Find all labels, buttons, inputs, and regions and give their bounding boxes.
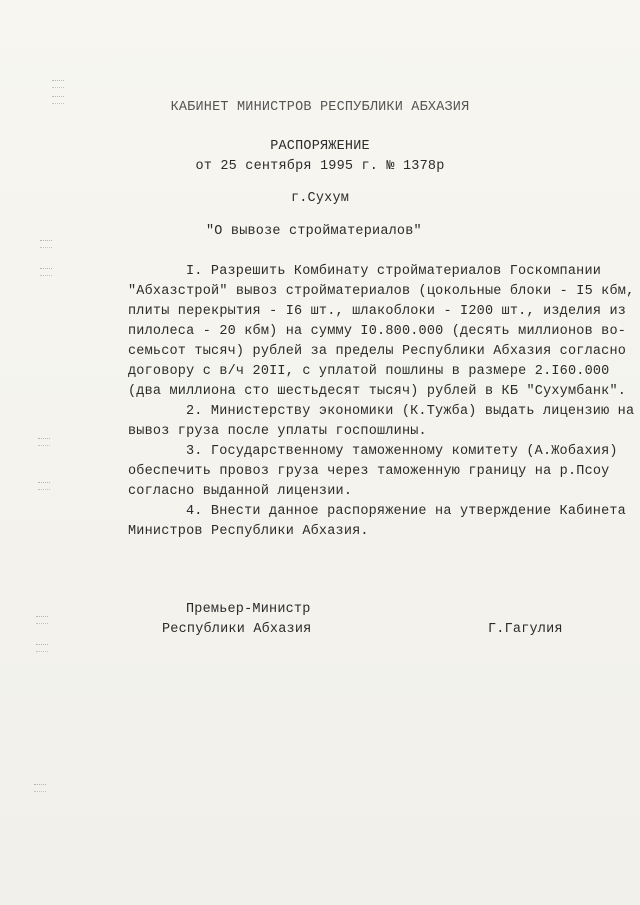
body-line: I. Разрешить Комбинату стройматериалов Госкомпании xyxy=(186,264,602,279)
margin-mark xyxy=(40,240,52,248)
margin-mark xyxy=(38,482,50,490)
margin-mark xyxy=(36,644,48,652)
document-date-number: от 25 сентября 1995 г. № 1378р xyxy=(195,159,445,174)
body-line: семьсот тысяч) рублей за пределы Республики Абхазия согласно xyxy=(128,344,627,359)
margin-mark xyxy=(52,80,64,88)
body-line: 4. Внести данное распоряжение на утверждение Кабинета xyxy=(186,504,626,519)
body-line: (два миллиона сто шестьдесят тысяч) рублей в КБ "Сухумбанк". xyxy=(128,384,627,399)
body-line: "Абхазстрой" вывоз стройматериалов (цокольные блоки - I5 кбм, xyxy=(128,284,635,299)
document-type: РАСПОРЯЖЕНИЕ xyxy=(270,139,370,154)
margin-mark xyxy=(38,438,50,446)
body-line: согласно выданной лицензии. xyxy=(128,484,353,499)
body-line: договору с в/ч 20II, с уплатой пошлины в размере 2.I60.000 xyxy=(128,364,610,379)
signature-position-line1: Премьер-Министр xyxy=(186,602,311,617)
margin-mark xyxy=(36,616,48,624)
document-subject: "О вывозе стройматериалов" xyxy=(206,224,422,239)
body-line: Министров Республики Абхазия. xyxy=(128,524,369,539)
margin-mark xyxy=(40,268,52,276)
body-line: 3. Государственному таможенному комитету (А.Жобахия) xyxy=(186,444,618,459)
margin-mark xyxy=(34,784,46,792)
body-line: 2. Министерству экономики (К.Тужба) выдать лицензию на xyxy=(186,404,635,419)
signature-name: Г.Гагулия xyxy=(488,622,563,637)
document-city: г.Сухум xyxy=(290,191,350,206)
signature-position-line2: Республики Абхазия xyxy=(162,622,312,637)
document-header-title: КАБИНЕТ МИНИСТРОВ РЕСПУБЛИКИ АБХАЗИЯ xyxy=(170,100,470,115)
body-line: плиты перекрытия - I6 шт., шлакоблоки - I200 шт., изделия из xyxy=(128,304,627,319)
body-line: обеспечить провоз груза через таможенную границу на р.Псоу xyxy=(128,464,610,479)
body-line: вывоз груза после уплаты госпошлины. xyxy=(128,424,427,439)
body-line: пилолеса - 20 кбм) на сумму I0.800.000 (десять миллионов во- xyxy=(128,324,627,339)
